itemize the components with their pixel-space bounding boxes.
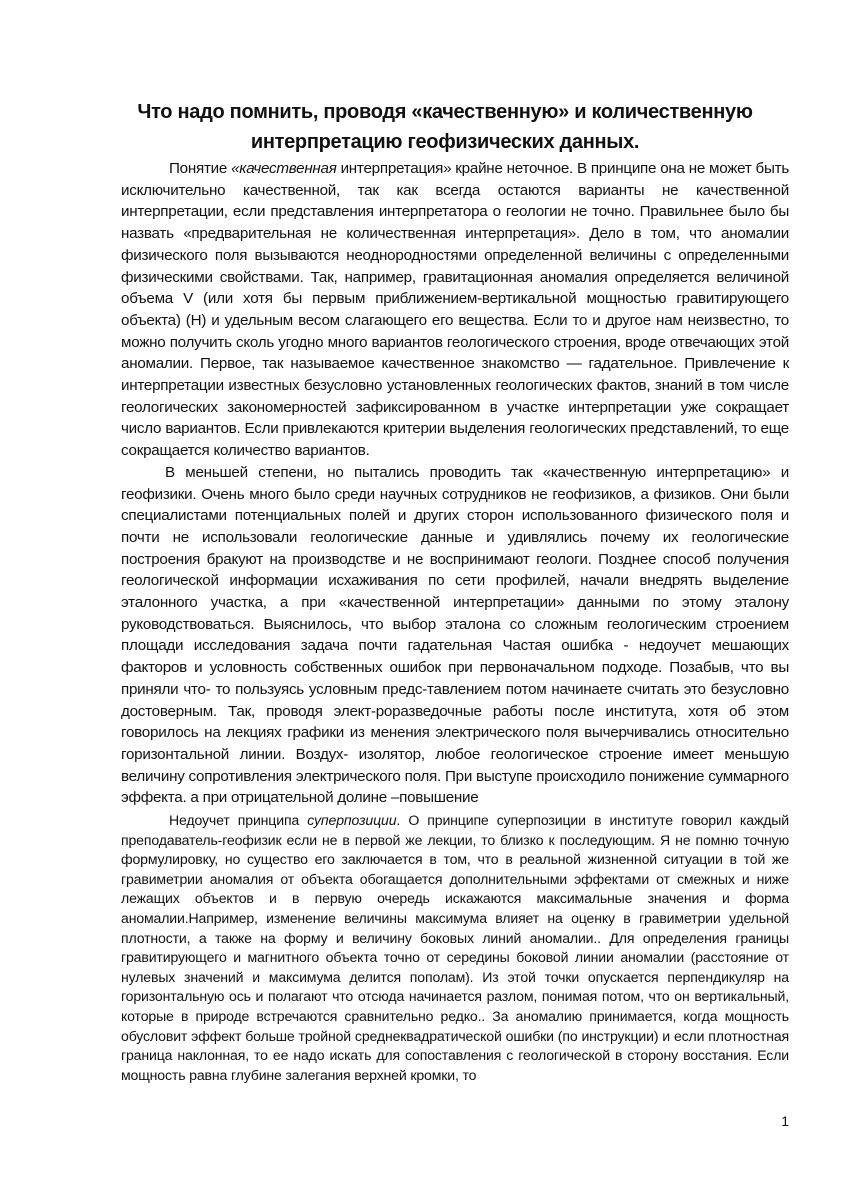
paragraph-2-text: В меньшей степени, но пытались проводить так «качественную интерпретацию» и геофизики. Очень много было среди научных сотрудников не геофизиков, а физиков. Они были специалистами потенциальных полей и других сторон использованного физического поля и почти не использовали геологические данные и удивлялись почему их геологические построения бракуют на производстве и не воспринимают геологи. Позднее способ получения геологической информации исхаживания по сети профилей, начали внедрять выделение эталонного участка, а при «качественной интерпретации» данными по этому эталону руководствоваться. Выяснилось, что выбор эталона со сложным геологическим строением площади исследования задача почти гадательная Частая ошибка - недоучет мешающих факторов и условность собственных ошибок при первоначальном подходе. Позабыв, что вы приняли что- то пользуясь условным предс-тавлением потом начинаете считать это безусловно достоверным. Так, проводя элект-роразведочные работы после института, хотя об этом говорилось на лекциях графики из менения электрического поля вычерчивались относительно горизонтальной линии. Воздух- изолятор, любое геологическое строение имеет меньшую величину сопротивления электрического поля. При выступе происходило понижение суммарного эффекта. а при отрицательной долине –повышение [121,463,789,807]
paragraph-1 [121,158,789,462]
paragraph-1-lead: Понятие [169,160,232,177]
paragraph-3-lead: Недоучет принципа [169,812,308,829]
paragraph-3 [121,811,789,1085]
paragraph-3-text: . О принципе суперпозиции в институте говорил каждый преподаватель-геофизик если не в первой же лекции, то близко к последующим. Я не помню точную формулировку, но существо его заключается в том, что в реальной жизненной ситуации в той же гравиметрии аномалия от объекта обогащается дополнительными эффектами от смежных и ниже лежащих объектов и в первую очередь искажаются максимальные значения и форма аномалии.Например, изменение величины максимума влияет на оценку в гравиметрии удельной плотности, а также на форму и величину боковых линий аномалии.. Для определения границы гравитирующего и магнитного объекта точно от середины боковой линии аномалии (расстояние от нулевых значений и максимума делится пополам). Из этой точки опускается перпендикуляр на горизонтальную ось и полагают что отсюда начинается разлом, понимая потом, что он вертикальный, которые в природе встречаются сравнительно редко.. За аномалию принимается, когда мощность обусловит эффект больше тройной среднеквадратической ошибки (по инструкции) и если плотностная граница наклонная, то ее надо искать для сопоставления с геологической в сторону восстания. Если мощность равна глубине залегания верхней кромки, то [121,812,790,1083]
paragraph-1-emphasis: «качественная [231,160,337,177]
document-body [121,158,789,1085]
paragraph-2 [121,462,789,809]
title-line-1: Что надо помнить, проводя «качественную» и количественную [137,101,753,124]
title-line-2: интерпретацию геофизических данных. [250,131,640,154]
page-title [100,97,790,157]
paragraph-3-emphasis: суперпозиции [307,812,397,829]
paragraph-1-text: интерпретация» крайне неточное. В принципе она не может быть исключительно качественной, так как всегда остаются варианты не качественной интерпретации, если представления интерпретатора о геологии не точно. Правильнее было бы назвать «предварительная не количественная интерпретация». Дело в том, что аномалии физического поля вызываются неоднородностями определенной величины с определенными физическими свойствами. Так, например, гравитационная аномалия определяется величиной объема V (или хотя бы первым приближением-вертикальной мощностью гравитирующего объекта) (H) и удельным весом слагающего его вещества. Если то и другое нам неизвестно, то можно получить сколь угодно много вариантов геологического строения, вроде отвечающих этой аномалии. Первое, так называемое качественное знакомство — гадательное. Привлечение к интерпретации известных безусловно установленных геологических фактов, знаний в том числе геологических закономерностей зафиксированном в участке интерпретации уже сокращает число вариантов. Если привлекаются критерии выделения геологических представлений, то еще сокращается количество вариантов. [121,160,789,460]
page-number: 1 [781,1113,789,1129]
